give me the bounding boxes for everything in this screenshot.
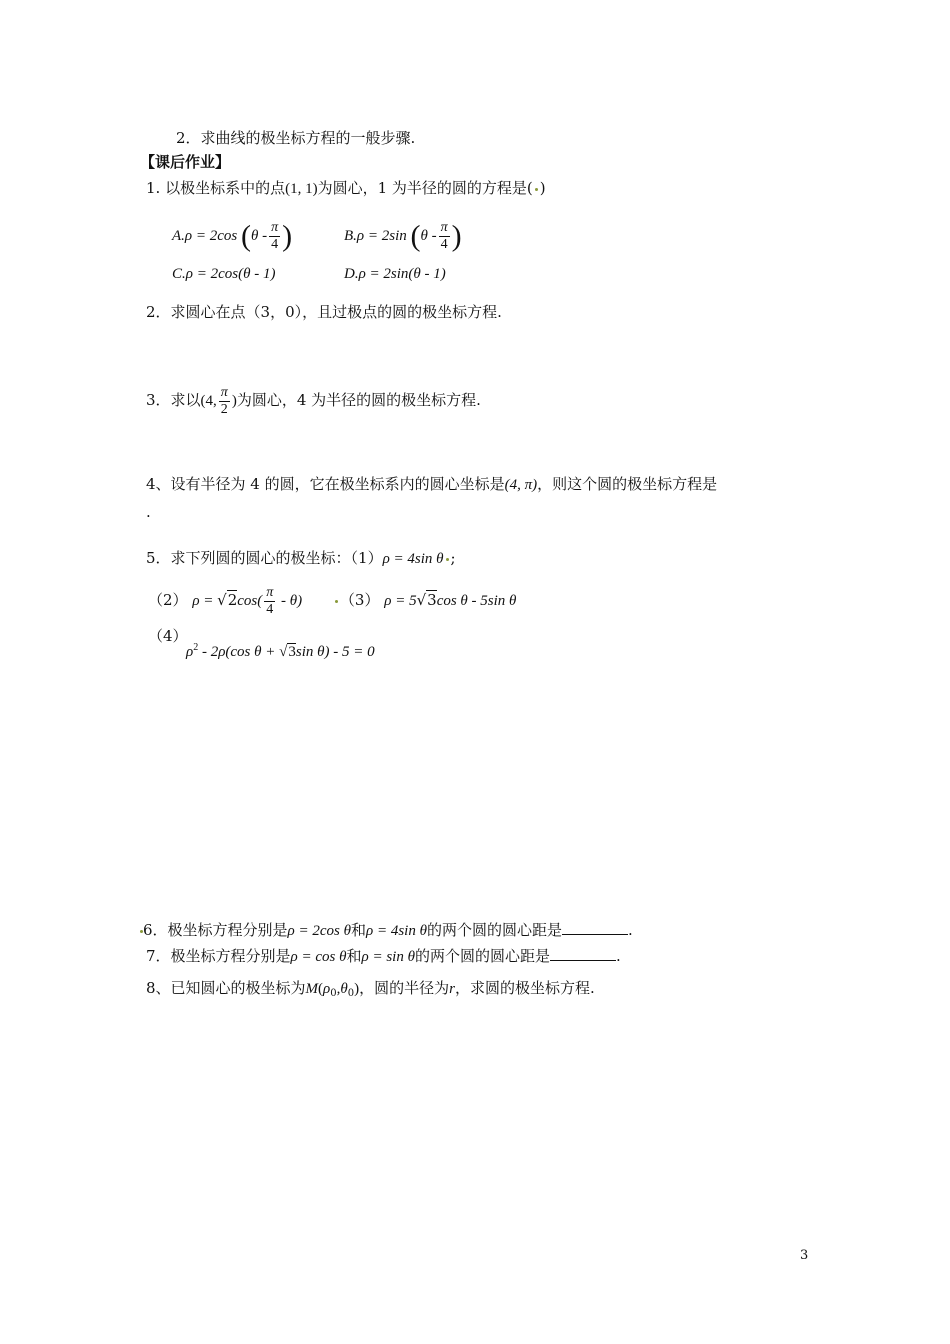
option-c <box>172 264 275 284</box>
question-4-end: . <box>146 503 151 521</box>
sqrt-sign: √ <box>279 644 288 660</box>
left-paren: ( <box>410 219 421 253</box>
q5-eq3-a: ρ = 5 <box>384 593 417 609</box>
option-c-label: C. <box>172 266 186 282</box>
q5-label2: （2） <box>148 591 188 609</box>
option-a-expr: ρ = 2cos <box>184 228 238 244</box>
q7-prefix: 7．极坐标方程分别是 <box>146 947 291 965</box>
q1-text: 1. 以极坐标系中的点 <box>146 179 286 197</box>
q5-eq4-sqrt: 3 <box>288 644 296 660</box>
q3-point-open: (4, <box>200 393 217 409</box>
q1-text2: 为圆心，1 为半径的圆的方程是( <box>317 179 533 197</box>
q5-eq4-b: - 2ρ(cos θ + <box>198 644 280 660</box>
question-8 <box>146 974 595 1002</box>
frac-num: π <box>220 384 228 400</box>
question-1 <box>146 178 546 199</box>
right-paren: ) <box>451 219 462 253</box>
frac-den: 4 <box>440 237 448 253</box>
q6-suffix: 的两个圆的圆心距是 <box>426 921 562 939</box>
left-paren: ( <box>241 219 251 253</box>
option-b-expr: ρ = 2sin <box>356 228 407 244</box>
right-paren: ) <box>282 219 293 253</box>
answer-blank[interactable] <box>550 946 616 961</box>
q4-suffix: ，则这个圆的极坐标方程是 <box>537 475 718 493</box>
frac-den: 4 <box>271 237 279 253</box>
option-d-label: D. <box>344 266 359 282</box>
q8-prefix: 8、已知圆心的极坐标为 <box>146 979 306 997</box>
frac-num: π <box>266 584 274 600</box>
q6-eq2: ρ = 4sin θ <box>366 923 427 939</box>
q5-prefix: 5．求下列圆的圆心的极坐标：（1） <box>146 549 383 567</box>
mark-dot <box>335 600 338 603</box>
q8-suffix: ，求圆的极坐标方程. <box>454 979 595 997</box>
q3-prefix: 3．求以 <box>146 391 201 409</box>
option-a <box>172 214 292 258</box>
q3-suffix: 为圆心，4 为半径的圆的极坐标方程. <box>236 391 481 409</box>
q8-rho: ρ <box>323 981 331 997</box>
q5-eq1: ρ = 4sin θ <box>382 551 444 567</box>
answer-blank[interactable] <box>562 920 628 935</box>
frac-num: π <box>271 220 279 236</box>
q6-mid: 和 <box>350 921 366 939</box>
frac-num: π <box>440 220 448 236</box>
option-d <box>344 264 446 284</box>
q8-theta: θ <box>340 981 348 997</box>
q4-point: (4, π) <box>504 477 538 493</box>
q1-point: (1, 1) <box>285 181 318 197</box>
q6-eq1: ρ = 2cos θ <box>287 923 351 939</box>
q5-eq3-sqrt: 3 <box>427 591 437 609</box>
q1-text3: ) <box>539 179 546 197</box>
q7-eq2: ρ = sin θ <box>361 949 415 965</box>
q5-end1: ; <box>450 549 456 567</box>
q8-close: ) <box>354 981 360 997</box>
q7-end: . <box>615 947 621 965</box>
q5-eq2-sqrt: 2 <box>227 591 238 609</box>
mark-dot <box>535 188 538 191</box>
q5-eq3-b: cos θ - 5sin θ <box>436 593 517 609</box>
q5-eq2-a: ρ = <box>192 593 218 609</box>
question-6 <box>143 920 633 941</box>
q3-point-close: ) <box>231 393 237 409</box>
q7-mid: 和 <box>346 947 362 965</box>
question-5-part-2-3 <box>148 580 516 620</box>
q8-m: M <box>305 981 319 997</box>
q7-suffix: 的两个圆的圆心距是 <box>414 947 550 965</box>
q6-end: . <box>627 921 633 939</box>
pi-over-2-fraction <box>219 385 230 418</box>
q4-prefix: 4、设有半径为 4 的圆，它在极坐标系内的圆心坐标是 <box>146 475 505 493</box>
question-3 <box>146 378 481 422</box>
q7-eq1: ρ = cos θ <box>290 949 347 965</box>
q5-eq2-c: - θ) <box>277 593 303 609</box>
q5-eq2-b: cos( <box>237 593 263 609</box>
theta-minus: θ - <box>251 228 268 244</box>
theta-minus: θ - <box>420 228 437 244</box>
option-b <box>344 214 462 258</box>
question-4 <box>146 474 717 495</box>
sqrt-sign: √ <box>217 591 227 609</box>
pi-over-4-fraction <box>439 220 450 253</box>
q8-sub: 0 <box>347 988 355 999</box>
step-2-text: 2．求曲线的极坐标方程的一般步骤. <box>176 129 416 147</box>
question-2: 2．求圆心在点（3，0），且过极点的圆的极坐标方程. <box>146 303 502 321</box>
q8-open: ( <box>318 981 324 997</box>
q5-eq4-sup: 2 <box>193 642 199 653</box>
frac-den: 2 <box>220 401 228 417</box>
option-d-expr: ρ = 2sin(θ - 1) <box>358 266 446 282</box>
question-7 <box>146 946 621 967</box>
option-a-label: A. <box>172 228 185 244</box>
page-number: 3 <box>800 1248 809 1263</box>
frac-den: 4 <box>266 601 274 617</box>
sqrt-sign: √ <box>416 591 427 609</box>
pi-over-4-fraction <box>269 220 280 253</box>
pi-over-4-fraction <box>264 585 275 618</box>
q6-prefix: 6．极坐标方程分别是 <box>143 921 288 939</box>
question-5-part-4-label: （4） <box>148 627 188 645</box>
mark-dot <box>446 558 449 561</box>
q5-label3: （3） <box>339 591 380 609</box>
q8-mid: ，圆的半径为 <box>359 979 450 997</box>
q8-comma: , <box>336 981 341 997</box>
question-5-part-4-eq <box>186 638 375 662</box>
question-5 <box>146 548 456 569</box>
option-c-expr: ρ = 2cos(θ - 1) <box>185 266 276 282</box>
q5-eq4-c: sin θ) - 5 = 0 <box>295 644 375 660</box>
q8-sub: 0 <box>330 988 337 999</box>
q8-r: r <box>449 981 455 997</box>
option-b-label: B. <box>344 228 357 244</box>
section-title: 【课后作业】 <box>140 153 231 171</box>
q5-eq4-a: ρ <box>186 644 194 660</box>
